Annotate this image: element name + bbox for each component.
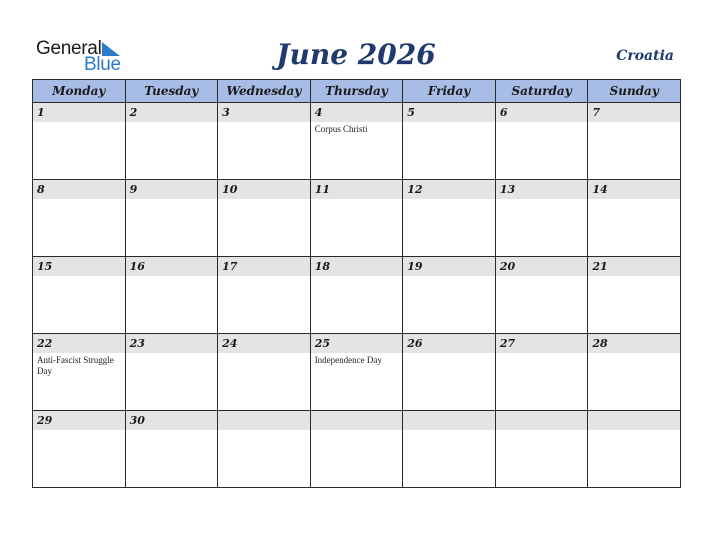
- calendar-body: [33, 103, 681, 488]
- day-number-bar: [496, 180, 588, 199]
- holiday-label: [588, 199, 680, 201]
- weekday-header: Saturday: [495, 80, 588, 103]
- day-number-bar: [403, 411, 495, 430]
- day-number-bar: [126, 411, 218, 430]
- day-number: 12: [407, 183, 423, 196]
- holiday-label: [403, 276, 495, 278]
- day-number-bar: [588, 180, 680, 199]
- day-cell: [125, 103, 218, 180]
- day-cell: [495, 103, 588, 180]
- day-cell: [125, 180, 218, 257]
- day-number-bar: [403, 180, 495, 199]
- day-number: [496, 411, 588, 430]
- calendar-grid: [32, 79, 681, 488]
- day-number: 10: [222, 183, 238, 196]
- day-number: 30: [129, 414, 145, 427]
- day-number: [403, 411, 495, 430]
- day-number: [218, 411, 310, 430]
- day-number: 20: [499, 260, 516, 273]
- day-number-bar: [588, 334, 680, 353]
- day-cell: [403, 411, 496, 488]
- day-number: 28: [592, 337, 608, 350]
- day-number-bar: [311, 180, 403, 199]
- week-row: [33, 334, 681, 411]
- weekday-header-row: [33, 80, 681, 103]
- day-number: 17: [222, 260, 238, 273]
- day-number-bar: [126, 257, 218, 276]
- holiday-label: [403, 199, 495, 201]
- day-cell: [495, 257, 588, 334]
- day-number: 14: [592, 183, 608, 196]
- day-number-bar: [126, 103, 218, 122]
- day-cell: [218, 103, 311, 180]
- holiday-label: [588, 276, 680, 278]
- day-number-bar: [218, 257, 310, 276]
- weekday-header: Friday: [403, 80, 496, 103]
- weekday-header: Thursday: [310, 80, 403, 103]
- day-number: 23: [129, 337, 145, 350]
- day-number-bar: [496, 411, 588, 430]
- day-number: 24: [222, 337, 238, 350]
- day-cell: [495, 411, 588, 488]
- holiday-label: [218, 122, 310, 124]
- logo-text-blue: Blue: [84, 54, 121, 75]
- day-number: 13: [499, 183, 516, 196]
- holiday-label: [311, 276, 403, 278]
- country-label: Croatia: [616, 48, 674, 64]
- holiday-label: [496, 199, 588, 201]
- day-number: 8: [37, 183, 45, 196]
- holiday-label: [403, 430, 495, 432]
- weekday-header: Tuesday: [125, 80, 218, 103]
- day-number-bar: [496, 103, 588, 122]
- day-number-bar: [33, 103, 125, 122]
- day-cell: [403, 334, 496, 411]
- day-number-bar: [311, 103, 403, 122]
- holiday-label: [126, 276, 218, 278]
- day-number: 3: [222, 106, 230, 119]
- day-number: 4: [314, 106, 323, 119]
- logo-text-general: General: [36, 38, 102, 59]
- day-cell: [310, 334, 403, 411]
- day-cell: [218, 180, 311, 257]
- day-number-bar: [403, 334, 495, 353]
- weekday-header: Monday: [33, 80, 126, 103]
- day-number: 27: [499, 337, 516, 350]
- day-number: 29: [37, 414, 53, 427]
- day-number-bar: [496, 257, 588, 276]
- holiday-label: [496, 122, 588, 124]
- day-number-bar: [33, 257, 125, 276]
- day-number-bar: [311, 257, 403, 276]
- holiday-label: [126, 199, 218, 201]
- holiday-label: [588, 353, 680, 355]
- day-cell: [218, 334, 311, 411]
- holiday-label: [33, 199, 125, 201]
- day-number: 21: [592, 260, 608, 273]
- day-number: 7: [592, 106, 601, 119]
- day-cell: [403, 180, 496, 257]
- holiday-label: [126, 122, 218, 124]
- holiday-label: [588, 122, 680, 124]
- day-number: 19: [407, 260, 423, 273]
- page-title: June 2026: [276, 38, 436, 71]
- day-number-bar: [33, 180, 125, 199]
- day-number: 26: [407, 337, 423, 350]
- day-cell: [310, 103, 403, 180]
- day-number-bar: [403, 257, 495, 276]
- day-number-bar: [403, 103, 495, 122]
- day-cell: [33, 411, 126, 488]
- day-cell: [310, 257, 403, 334]
- day-number-bar: [126, 334, 218, 353]
- day-cell: [33, 257, 126, 334]
- holiday-label: [218, 430, 310, 432]
- holiday-label: [33, 276, 125, 278]
- day-cell: [403, 103, 496, 180]
- day-number: 5: [407, 106, 415, 119]
- day-cell: [588, 411, 681, 488]
- day-cell: [310, 411, 403, 488]
- holiday-label: [33, 122, 125, 124]
- holiday-label: Independence Day: [314, 355, 382, 365]
- holiday-label: [311, 199, 403, 201]
- day-number: 22: [37, 337, 53, 350]
- day-cell: [33, 103, 126, 180]
- day-cell: [495, 334, 588, 411]
- holiday-label: [218, 199, 310, 201]
- day-cell: [588, 103, 681, 180]
- day-number-bar: [218, 411, 310, 430]
- day-number: [588, 411, 680, 430]
- day-number-bar: [33, 334, 125, 353]
- holiday-label: [126, 430, 218, 432]
- day-number: 25: [314, 337, 330, 350]
- holiday-label: [33, 430, 125, 432]
- day-number: 15: [37, 260, 53, 273]
- holiday-label: [311, 430, 403, 432]
- day-number-bar: [126, 180, 218, 199]
- day-cell: [310, 180, 403, 257]
- day-number-bar: [311, 334, 403, 353]
- week-row: [33, 411, 681, 488]
- day-cell: [218, 257, 311, 334]
- day-number: 1: [37, 106, 45, 119]
- day-number-bar: [588, 411, 680, 430]
- day-number-bar: [218, 180, 310, 199]
- week-row: [33, 103, 681, 180]
- day-number: 2: [129, 106, 138, 119]
- holiday-label: [126, 353, 218, 355]
- day-number: 11: [314, 183, 330, 196]
- day-number: 6: [499, 106, 508, 119]
- day-cell: [588, 334, 681, 411]
- week-row: [33, 180, 681, 257]
- holiday-label: [496, 430, 588, 432]
- week-row: [33, 257, 681, 334]
- day-cell: [125, 257, 218, 334]
- day-cell: [218, 411, 311, 488]
- holiday-label: [403, 353, 495, 355]
- day-number-bar: [218, 334, 310, 353]
- weekday-header: Sunday: [588, 80, 681, 103]
- day-cell: [495, 180, 588, 257]
- day-number-bar: [588, 103, 680, 122]
- holiday-label: Anti-Fascist Struggle Day: [37, 355, 114, 376]
- day-number-bar: [311, 411, 403, 430]
- day-number-bar: [496, 334, 588, 353]
- day-number: 18: [314, 260, 330, 273]
- holiday-label: [496, 276, 588, 278]
- day-cell: [33, 334, 126, 411]
- day-cell: [125, 411, 218, 488]
- day-cell: [33, 180, 126, 257]
- day-number-bar: [33, 411, 125, 430]
- day-cell: [588, 180, 681, 257]
- day-number: [311, 411, 403, 430]
- holiday-label: [588, 430, 680, 432]
- holiday-label: [218, 353, 310, 355]
- weekday-header: Wednesday: [218, 80, 311, 103]
- day-cell: [588, 257, 681, 334]
- day-number: 9: [129, 183, 138, 196]
- holiday-label: [403, 122, 495, 124]
- day-number-bar: [588, 257, 680, 276]
- holiday-label: [218, 276, 310, 278]
- holiday-label: [496, 353, 588, 355]
- day-number: 16: [129, 260, 145, 273]
- day-cell: [403, 257, 496, 334]
- day-cell: [125, 334, 218, 411]
- day-number-bar: [218, 103, 310, 122]
- holiday-label: Corpus Christi: [314, 124, 368, 134]
